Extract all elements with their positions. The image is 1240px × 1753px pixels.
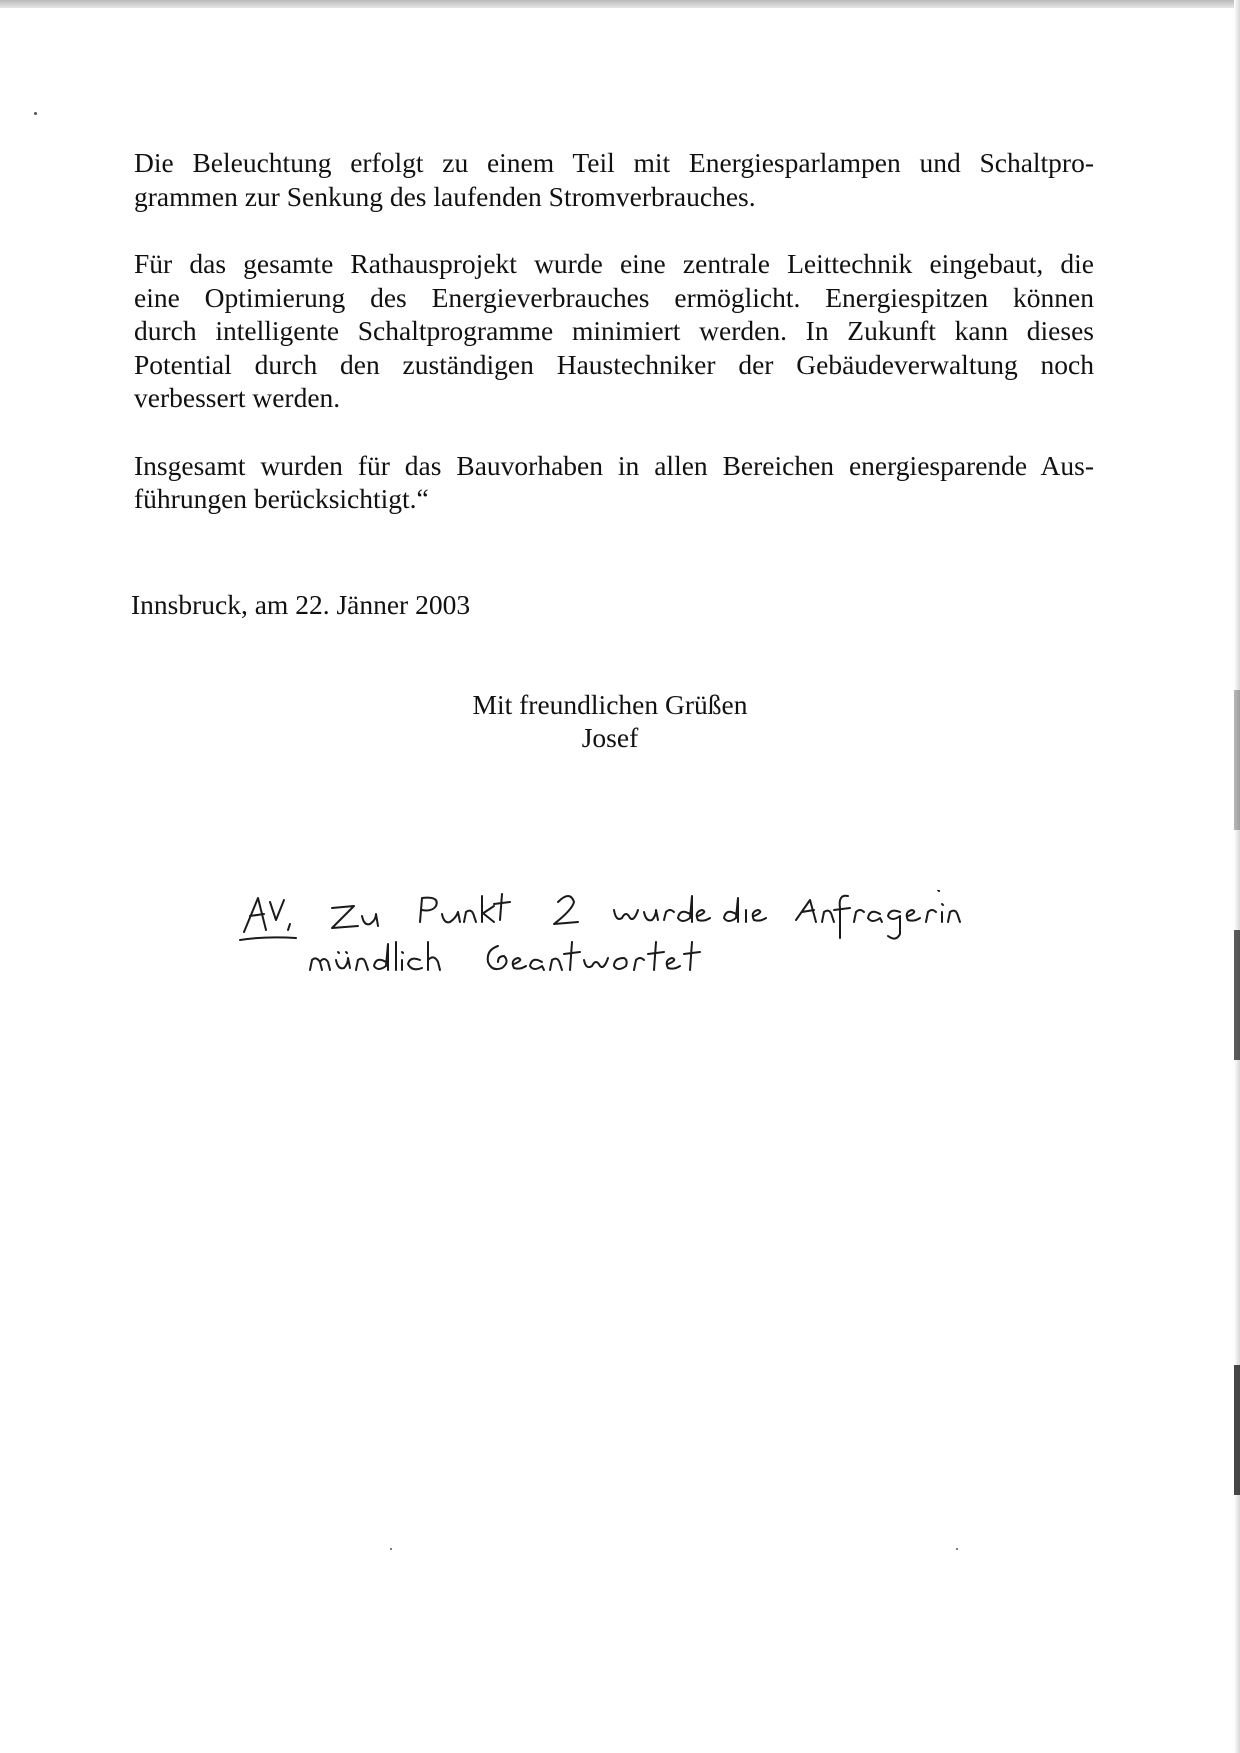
scan-edge-mark xyxy=(1234,930,1240,1060)
scan-top-edge xyxy=(0,0,1240,8)
handwriting-image xyxy=(236,890,996,1000)
paragraph-summary xyxy=(134,449,1094,516)
scan-edge-mark xyxy=(1234,690,1240,830)
scan-speck xyxy=(390,1548,392,1550)
handwritten-note xyxy=(236,890,996,1000)
text-line: Insgesamt wurden für das Bauvorhaben in allen Bereichen energiesparende Aus- xyxy=(134,449,1094,481)
text-line: durch intelligente Schaltprogramme minimiert werden. In Zukunft kann dieses xyxy=(134,315,1094,346)
text-line: verbessert werden. xyxy=(134,382,341,413)
date-line: Innsbruck, am 22. Jänner 2003 xyxy=(131,589,471,620)
scan-speck xyxy=(956,1548,958,1550)
paragraph-control-system xyxy=(134,247,1094,415)
letter-body xyxy=(134,146,1094,550)
text-line: grammen zur Senkung des laufenden Stromverbrauches. xyxy=(134,180,756,212)
text-line: Potential durch den zuständigen Haustechniker der Gebäudeverwaltung noch xyxy=(134,348,1094,380)
text-line: eine Optimierung des Energieverbrauches ermöglicht. Energiespitzen können xyxy=(134,281,1094,313)
text-line: Die Beleuchtung erfolgt zu einem Teil mit Energiesparlampen und Schaltpro- xyxy=(134,147,1094,178)
text-line: führungen berücksichtigt.“ xyxy=(134,483,429,514)
closing-greeting: Mit freundlichen Grüßen xyxy=(472,689,748,720)
signatory-name: Josef xyxy=(581,722,639,753)
paragraph-lighting xyxy=(134,146,1094,213)
closing-block xyxy=(410,688,810,754)
text-line: Für das gesamte Rathausprojekt wurde eine zentrale Leittechnik eingebaut, die xyxy=(134,248,1094,279)
scan-edge-mark xyxy=(1234,1365,1240,1495)
scan-speck xyxy=(34,112,37,115)
